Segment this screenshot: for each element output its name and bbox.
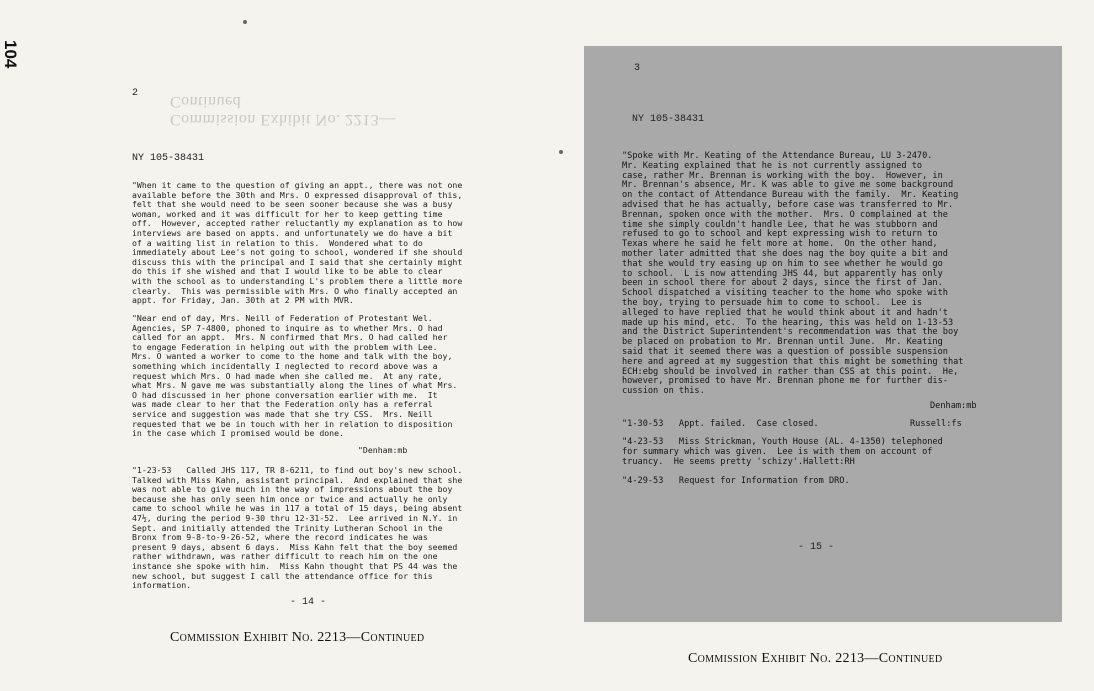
right-file-number: NY 105-38431	[632, 114, 705, 125]
left-page-footer: - 14 -	[290, 597, 327, 608]
left-paragraph-3: "1-23-53 Called JHS 117, TR 8-6211, to find out boy's new school. Talked with Miss Kahn, assistant principal. And explained that she was not able to give much in the way of impressions about the boy because she has only seen him once or twice and actually he only came to school while he was in 117 a total of 15 days, being absent 47½, during the period 9-30 thru 12-31-52. Lee arrived in N.Y. in Sept. and initially attended the Trinity Lutheran School in the Bronx from 9-8-to-9-26-52, where the record indicates he was present 9 days, absent 6 days. Miss Kahn felt that the boy seemed rather withdrawn, was rather difficult to reach him on the one instance she spoke with him. Miss Kahn thought that PS 44 was the new school, but suggest I call the attendance office for this information.	[132, 465, 463, 591]
speck-mark	[243, 20, 247, 24]
left-signature: "Denham:mb	[358, 445, 408, 455]
right-signature-1: Denham:mb	[930, 401, 977, 411]
left-ghost-heading: Commission Exhibit No. 2213—Continued	[170, 93, 396, 128]
left-file-number: NY 105-38431	[132, 153, 205, 164]
right-entry-3: "4-23-53 Miss Strickman, Youth House (AL. 4-1350) telephoned for summary which was given. Lee is with them on account of truancy. He seems pretty 'schizy'.Hallett:RH	[622, 437, 943, 467]
bottom-caption: Commission Exhibit No. 2213—Continued	[688, 651, 943, 666]
left-caption: Commission Exhibit No. 2213—Continued	[170, 630, 425, 645]
spine-page-number: 104	[1, 40, 20, 69]
right-page-number: 3	[634, 63, 641, 74]
right-signature-2: Russell:fs	[910, 419, 962, 429]
left-page-number: 2	[132, 88, 139, 99]
right-entry-4: "4-29-53 Request for Information from DRO.	[622, 476, 850, 486]
right-page-sheet	[584, 46, 1062, 622]
right-entry-2: "1-30-53 Appt. failed. Case closed.	[622, 419, 819, 429]
right-paragraph-1: "Spoke with Mr. Keating of the Attendance Bureau, LU 3-2470. Mr. Keating explained that he is not currently assigned to case, rather Mr. Brennan is working with the boy. However, in Mr. Brennan's absence, Mr. K was able to give me some background on the contact of Attendance Bureau with the family. Mr. Keating advised that he has actually, before case was transferred to Mr. Brennan, spoken once with the mother. Mrs. O complained at the time she simply couldn't handle Lee, that he was stubborn and refused to go to school and kept expressing wish to return to Texas where he said he felt more at home. On the other hand, mother later admitted that she does nag the boy quite a bit and that she would try easing up on him to see whether he would go to school. L is now attending JHS 44, but apparently has only been in school there for about 2 days, since the first of Jan. School dispatched a visiting teacher to the home who spoke with the boy, trying to persuade him to come to school. Lee is alleged to have replied that he would think about it and hadn't made up his mind, etc. To the hearing, this was held on 1-13-53 and the District Superintendent's recommendation was that the boy be placed on probation to Mr. Brennan until June. Mr. Keating said that it seemed there was a question of possible suspension here and agreed at my suggestion that this might be something that ECH:ebg should be involved in rather than CSS at this point. He, however, promised to have Mr. Brennan phone me for further dis- cussion on this.	[622, 151, 964, 397]
left-paragraph-1: "When it came to the question of giving an appt., there was not one available before the 30th and Mrs. O expressed disapproval of this, felt that she would need to be seen sooner because she was a busy woman, worked and it was difficult for her to keep getting time off. However, accepted rather reluctantly my explanation as to how interviews are based on appts. and unfortunately we do have a bit of a waiting list in relation to this. Wondered what to do immediately about Lee's not going to school, wondered if she should discuss this with the principal and I said that she certainly might do this if she wished and that I would like to be able to clear with the school as to understanding L's problem there a little more clearly. This was permissible with Mrs. O who finally accepted an appt. for Friday, Jan. 30th at 2 PM with MVR.	[132, 180, 463, 306]
left-paragraph-2: "Near end of day, Mrs. Neill of Federation of Protestant Wel. Agencies, SP 7-4800, phoned to inquire as to whether Mrs. O had called for an appt. Mrs. N confirmed that Mrs. O had called her to engage Federation in helping out with the problem with Lee. Mrs. O wanted a worker to come to the home and talk with the boy, something which incidentally I neglected to record above was a request which Mrs. O had made when she called me. At any rate, what Mrs. N gave me was substantially along the lines of what Mrs. O had discussed in her phone conversation earlier with me. It was made clear to her that the Federation only has a referral service and suggestion was made that she try CSS. Mrs. Neill requested that we be in touch with her in relation to disposition in the case which I promised would be done.	[132, 313, 458, 439]
right-page-footer: - 15 -	[798, 542, 835, 553]
speck-mark	[559, 150, 563, 154]
